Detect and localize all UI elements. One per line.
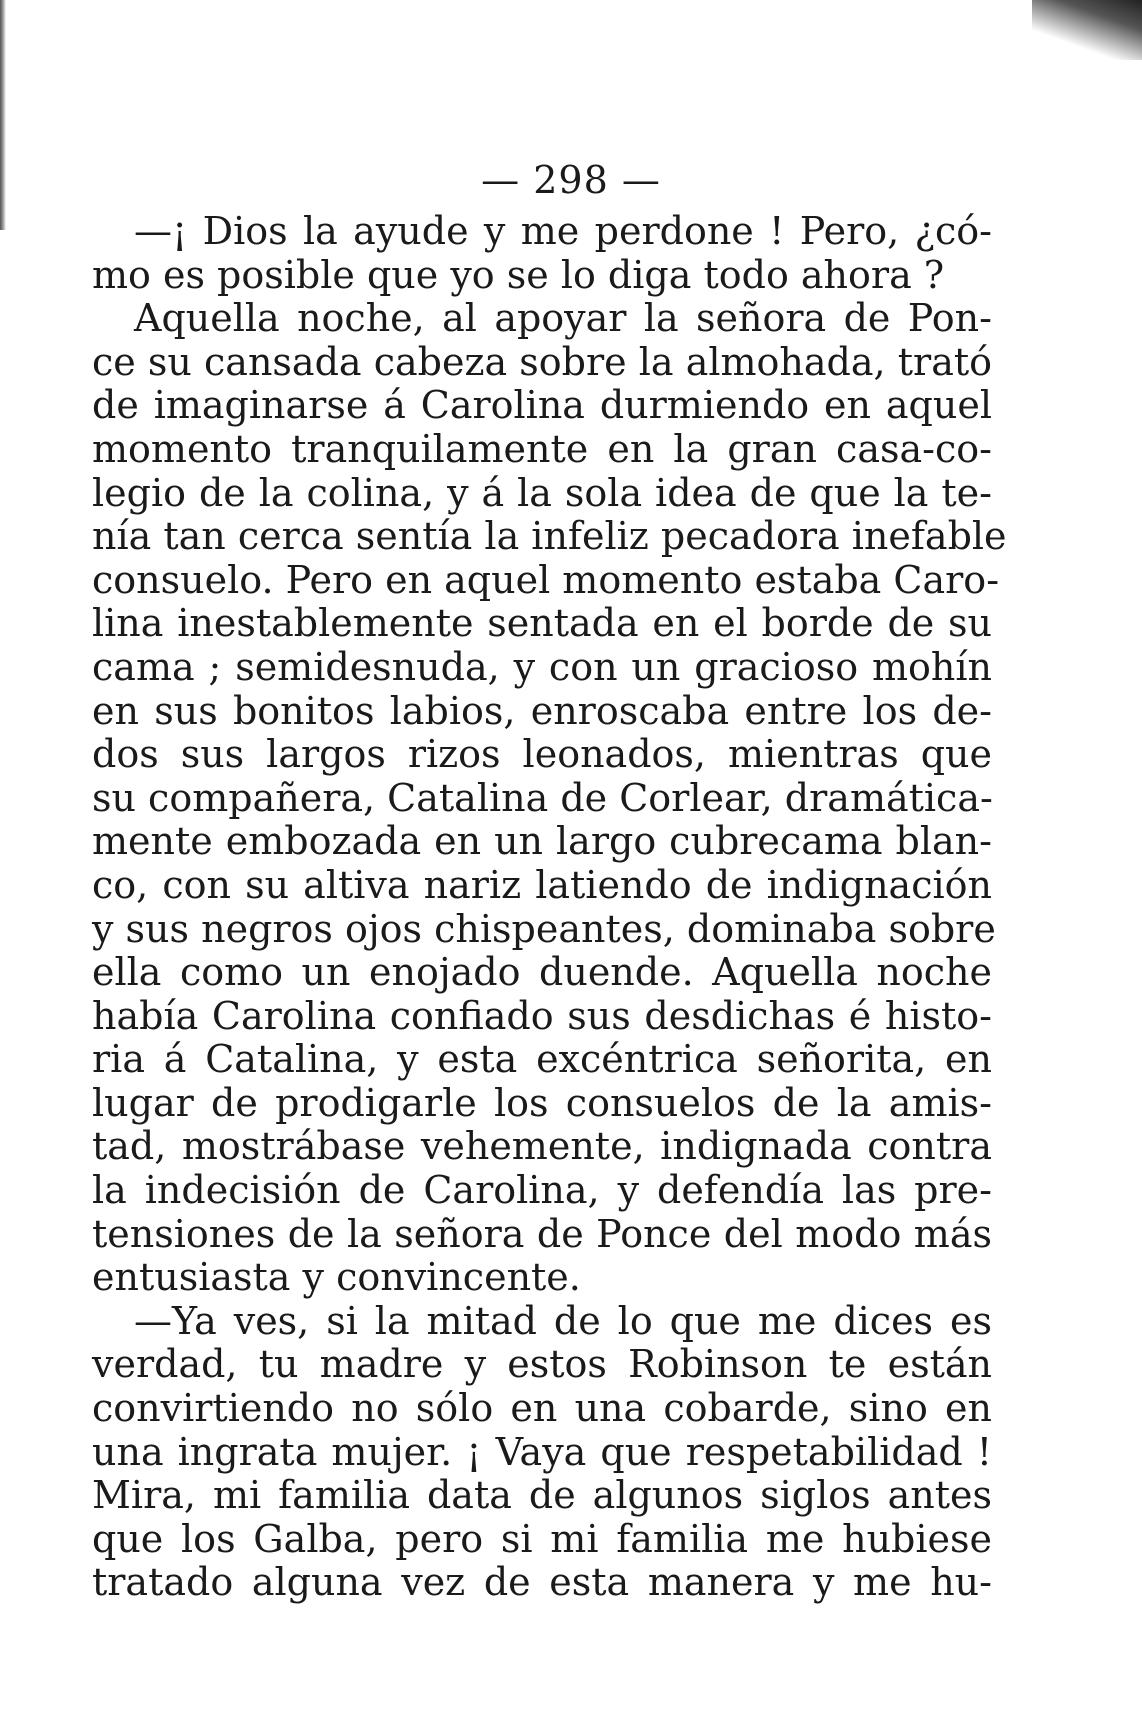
text-line: co, con su altiva nariz latiendo de indignación [92, 862, 992, 907]
text-line: —Ya ves, si la mitad de lo que me dices es [134, 1298, 992, 1343]
text-line: una ingrata mujer. ¡ Vaya que respetabilidad ! [92, 1429, 992, 1474]
page-number: — 298 — [481, 158, 661, 202]
text-line: en sus bonitos labios, enroscaba entre los de- [92, 688, 992, 733]
text-line: mo es posible que yo se lo diga todo ahora ? [92, 252, 945, 297]
text-line: lina inestablemente sentada en el borde de su [92, 601, 992, 646]
text-line: tratado alguna vez de esta manera y me hu- [92, 1560, 992, 1605]
text-line: —¡ Dios la ayude y me perdone ! Pero, ¿có- [134, 209, 992, 253]
text-line: convirtiendo no sólo en una cobarde, sino en [92, 1386, 992, 1431]
text-line: ella como un enojado duende. Aquella noche [92, 950, 992, 995]
page-corner-shadow [1032, 0, 1142, 60]
text-line: tad, mostrábase vehemente, indignada contra [92, 1124, 992, 1169]
text-line: que los Galba, pero si mi familia me hubiese [92, 1516, 992, 1561]
text-line: verdad, tu madre y estos Robinson te están [92, 1342, 992, 1387]
text-line: momento tranquilamente en la gran casa-co- [92, 426, 992, 471]
text-line: de imaginarse á Carolina durmiendo en aquel [92, 383, 992, 428]
text-line: ce su cansada cabeza sobre la almohada, trató [92, 339, 992, 384]
text-line: ria á Catalina, y esta excéntrica señorita, en [92, 1037, 992, 1082]
text-line: la indecisión de Carolina, y defendía las pre- [92, 1168, 992, 1213]
text-line: había Carolina confiado sus desdichas é histo- [92, 993, 992, 1038]
text-line: legio de la colina, y á la sola idea de que la te- [92, 470, 992, 515]
text-line: mente embozada en un largo cubrecama blan- [92, 819, 992, 864]
text-line: entusiasta y convincente. [92, 1255, 581, 1300]
text-line: cama ; semidesnuda, y con un gracioso mohín [92, 644, 992, 689]
text-line: su compañera, Catalina de Corlear, dramática- [92, 775, 993, 820]
body-text [92, 209, 1007, 1605]
text-line: y sus negros ojos chispeantes, dominaba sobre [92, 906, 996, 951]
text-line: tensiones de la señora de Ponce del modo más [92, 1211, 992, 1256]
text-line: consuelo. Pero en aquel momento estaba Caro- [92, 557, 1000, 602]
text-line: Mira, mi familia data de algunos siglos antes [92, 1473, 992, 1518]
text-line: nía tan cerca sentía la infeliz pecadora inefable [92, 514, 1007, 559]
text-line: Aquella noche, al apoyar la señora de Pon- [134, 296, 992, 341]
text-line: lugar de prodigarle los consuelos de la amis- [92, 1080, 992, 1125]
text-line: dos sus largos rizos leonados, mientras que [92, 732, 992, 777]
